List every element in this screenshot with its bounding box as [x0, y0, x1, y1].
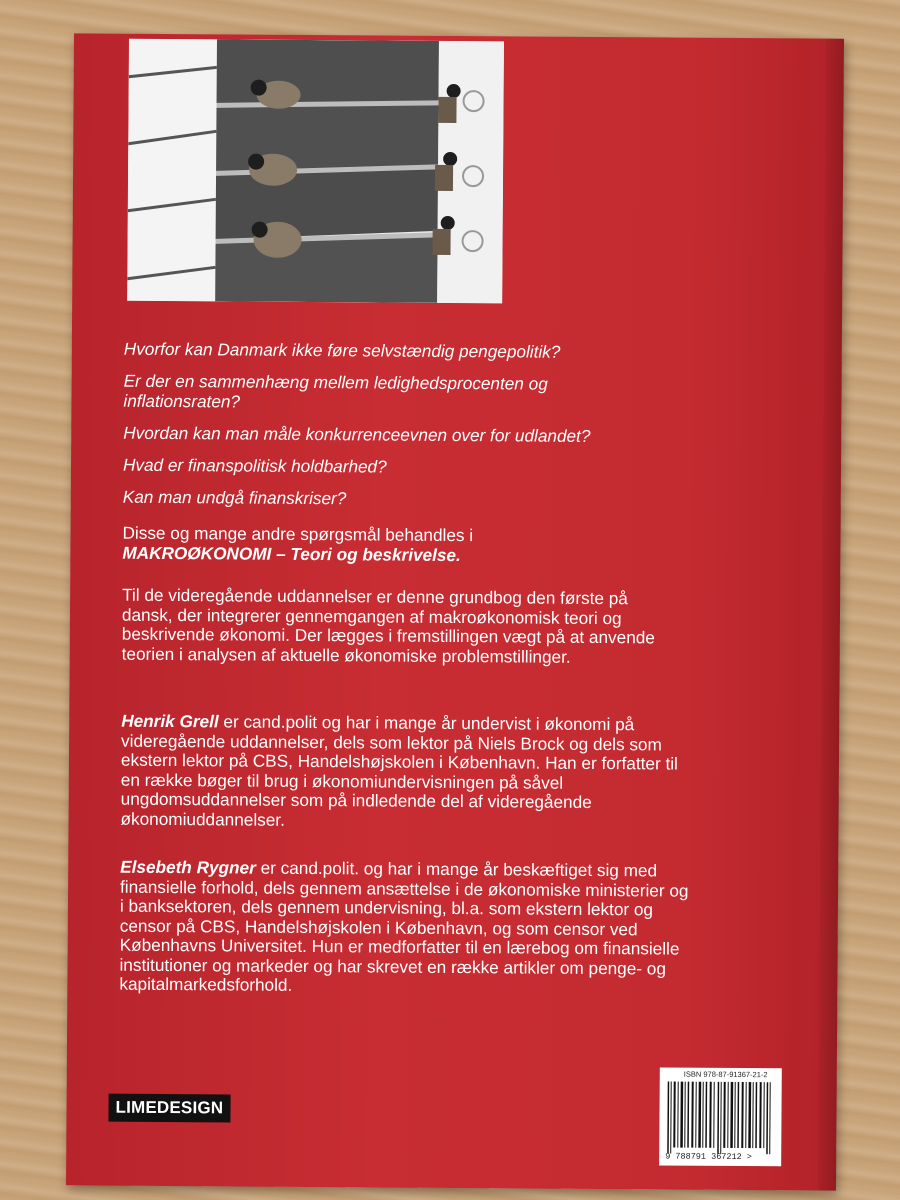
isbn-text: ISBN 978-87-91367-21-2	[683, 1069, 768, 1080]
author-1-block	[120, 712, 696, 847]
question-list	[123, 339, 744, 523]
barcode-number: 9 788791 367212 >	[665, 1151, 752, 1163]
description-paragraph: Til de videregående uddannelser er denne grundbog den første på dansk, der integrerer gennemgangen af makroøkonomisk teori og beskrivende økonomi. Der lægges i fremstillingen vægt på at anvende teorien i analysen af aktuelle økonomiske problemstillinger.	[121, 584, 655, 667]
author-2-block	[119, 858, 695, 1013]
author-1-name: Henrik Grell	[121, 710, 219, 732]
author-2-bio: er cand.polit. og har i mange år beskæftiget sig med finansielle forhold, dels gennem ansættelse i de økonomiske ministerier og i banksektoren, dels gennem undervisning, bl.a. som ekstern lektor og censor på CBS, Handelshøjskolen i København, og som censor ved Københavns Universitet. Hun er medforfatter til en lærebog om finansielle institutioner og markeder og har skrevet en række artikler om penge- og kapitalmarkedsforhold.	[119, 857, 689, 995]
book-title: MAKROØKONOMI – Teori og beskrivelse.	[122, 542, 461, 565]
description-block	[122, 586, 683, 682]
question-5: Kan man undgå finanskriser?	[122, 486, 347, 509]
question-3: Hvordan kan man måle konkurrenceevnen over for udlandet?	[123, 422, 591, 446]
book-back-cover	[66, 33, 844, 1190]
cover-photo	[127, 39, 504, 304]
question-1: Hvorfor kan Danmark ikke føre selvstændig pengepolitik?	[123, 338, 561, 362]
author-2-name: Elsebeth Rygner	[120, 856, 256, 878]
question-2: Er der en sammenhæng mellem ledighedsprocenten og inflationsraten?	[123, 370, 548, 412]
intro-paragraph	[122, 524, 742, 581]
question-4: Hvad er finanspolitisk holdbarhed?	[122, 454, 387, 477]
book-edge	[818, 39, 844, 1191]
author-1-bio: er cand.polit og har i mange år undervist i økonomi på videregående uddannelser, dels som lektor på Niels Brock og dels som ekstern lektor på CBS, Handelshøjskolen i København. Han er forfatter til en række bøger til brug i økonomiundervisningen på såvel ungdomsuddannelser som på indledende del af videregående økonomiuddannelser.	[120, 711, 678, 830]
publisher-logo: LIMEDESIGN	[108, 1094, 230, 1123]
escalator-photo-illustration	[127, 39, 504, 304]
barcode	[659, 1067, 782, 1166]
intro-lead: Disse og mange andre spørgsmål behandles i	[122, 522, 474, 546]
